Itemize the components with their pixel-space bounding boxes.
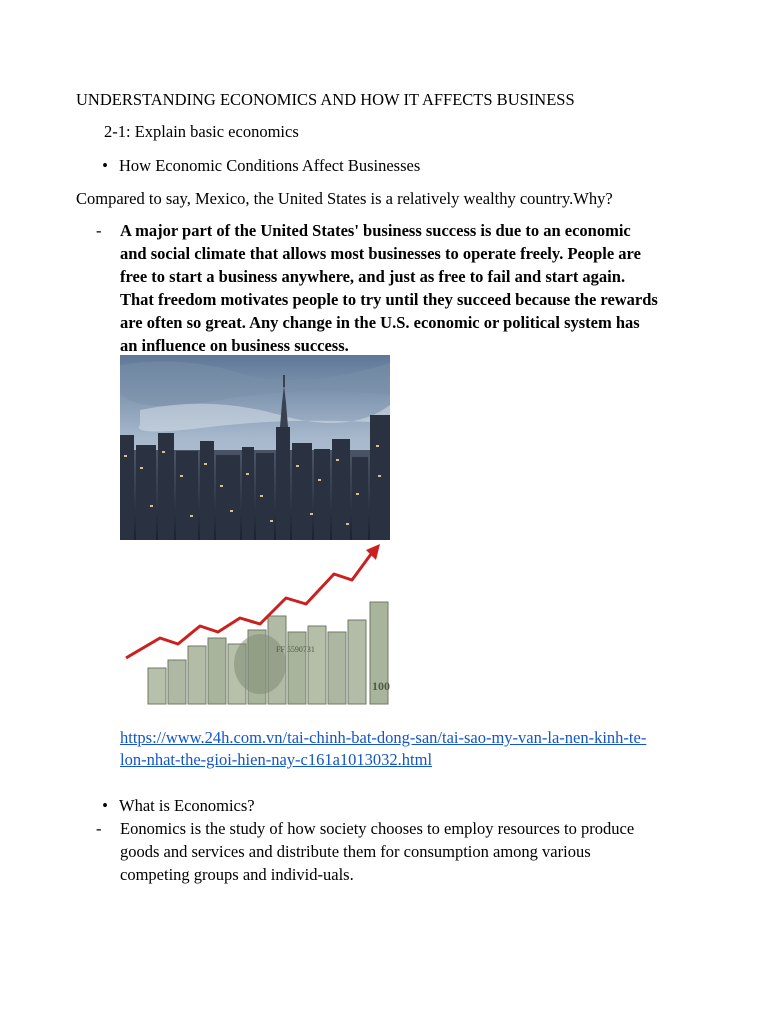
definition-paragraph: [120, 817, 705, 886]
bold-paragraph: [120, 219, 705, 357]
dash-marker: -: [96, 221, 102, 240]
bullet-text: What is Economics?: [119, 796, 255, 815]
paragraph-line: goods and services and distribute them for consumption among various: [120, 842, 591, 861]
bullet-marker: •: [102, 796, 108, 815]
bill-serial: FF 5590731: [276, 645, 315, 654]
bill-denomination: 100: [372, 679, 390, 693]
money-growth-image: [120, 540, 398, 712]
paragraph-line: are often so great. Any change in the U.S. economic or political system has: [120, 313, 640, 332]
paragraph-line: free to start a business anywhere, and just as free to fail and start again.: [120, 267, 626, 286]
paragraph-line: and social climate that allows most businesses to operate freely. People are: [120, 244, 641, 263]
bullet-text: How Economic Conditions Affect Businesses: [119, 156, 421, 175]
dash-marker: -: [96, 819, 102, 838]
city-skyline-image: [120, 355, 390, 540]
link-line[interactable]: lon-nhat-the-gioi-hien-nay-c161a1013032.html: [120, 750, 433, 769]
intro-paragraph: Compared to say, Mexico, the United States is a relatively wealthy country.Why?: [76, 189, 613, 208]
paragraph-line: That freedom motivates people to try until they succeed because the rewards: [120, 290, 658, 309]
paragraph-line: Eonomics is the study of how society chooses to employ resources to produce: [120, 819, 635, 838]
paragraph-line: A major part of the United States' business success is due to an economic: [120, 221, 631, 240]
paragraph-line: an influence on business success.: [120, 336, 349, 355]
document-title: UNDERSTANDING ECONOMICS AND HOW IT AFFECTS BUSINESS: [76, 90, 575, 109]
paragraph-line: competing groups and individ-uals.: [120, 865, 354, 884]
section-heading: 2-1: Explain basic economics: [104, 122, 299, 141]
source-link[interactable]: [120, 727, 700, 771]
bullet-marker: •: [102, 156, 108, 175]
link-line[interactable]: https://www.24h.com.vn/tai-chinh-bat-dong-san/tai-sao-my-van-la-nen-kinh-te-: [120, 728, 647, 747]
